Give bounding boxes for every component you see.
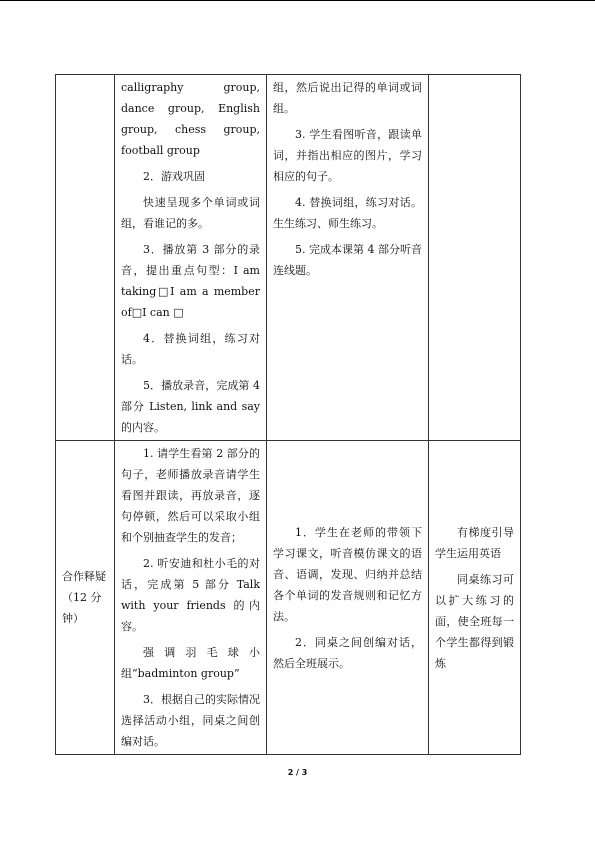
student-step: 5. 完成本课第 4 部分听音连线题。 — [273, 243, 422, 277]
student-step: 3. 学生看图听音，跟读单词，并指出相应的图片，学习相应的句子。 — [273, 128, 422, 183]
teacher-activity-cell — [115, 441, 267, 755]
teacher-step: 快速呈现多个单词或词组，看谁记的多。 — [121, 196, 260, 230]
intent-note: 有梯度引导学生运用英语 — [435, 525, 514, 560]
student-step: 组，然后说出记得的单词或词组。 — [273, 81, 422, 115]
student-step: 4. 替换词组，练习对话。生生练习、师生练习。 — [273, 196, 422, 230]
teacher-activity-cell — [115, 75, 267, 441]
teacher-step: 2. 听安迪和杜小毛的对话，完成第 5 部分 Talk with your friends 的内容。 — [121, 557, 260, 633]
student-activity-cell — [267, 441, 429, 755]
student-step: 2．同桌之间创编对话，然后全班展示。 — [273, 635, 422, 670]
stage-cell — [56, 75, 115, 441]
stage-cell: 合作释疑（12 分钟） — [56, 441, 115, 755]
teacher-step: 5．播放录音，完成第 4 部分 Listen, link and say 的内容。 — [121, 379, 260, 434]
teacher-step: 4．替换词组，练习对话。 — [121, 332, 260, 366]
teacher-step: 2．游戏巩固 — [143, 170, 205, 183]
student-activity-cell — [267, 75, 429, 441]
teacher-step: calligraphy group, dance group, English group, chess group, football group — [121, 81, 260, 157]
teacher-step: 强调羽毛球小组“badminton group” — [121, 646, 260, 680]
teacher-step: 3．播放第 3 部分的录音，提出重点句型：I am taking□I am a member of□I can □ — [121, 243, 260, 319]
teacher-step: 1. 请学生看第 2 部分的句子，老师播放录音请学生看图并跟读，再放录音，逐句停顿，然后可以采取小组和个别抽查学生的发音； — [121, 447, 260, 544]
table-row — [56, 75, 521, 441]
header-rule — [0, 0, 595, 1]
design-intent-cell — [429, 441, 521, 755]
intent-note: 同桌练习可以扩大练习的面，使全班每一个学生都得到锻炼 — [435, 572, 514, 670]
lesson-plan-table — [55, 74, 521, 755]
teacher-step: 3．根据自己的实际情况选择活动小组，同桌之间创编对话。 — [121, 693, 260, 748]
student-step: 1．学生在老师的带领下学习课文，听音模仿课文的语音、语调，发现、归纳并总结各个单词的发音规则和记忆方法。 — [273, 525, 422, 623]
design-intent-cell — [429, 75, 521, 441]
table-row — [56, 441, 521, 755]
page-number: 2 / 3 — [287, 768, 308, 777]
